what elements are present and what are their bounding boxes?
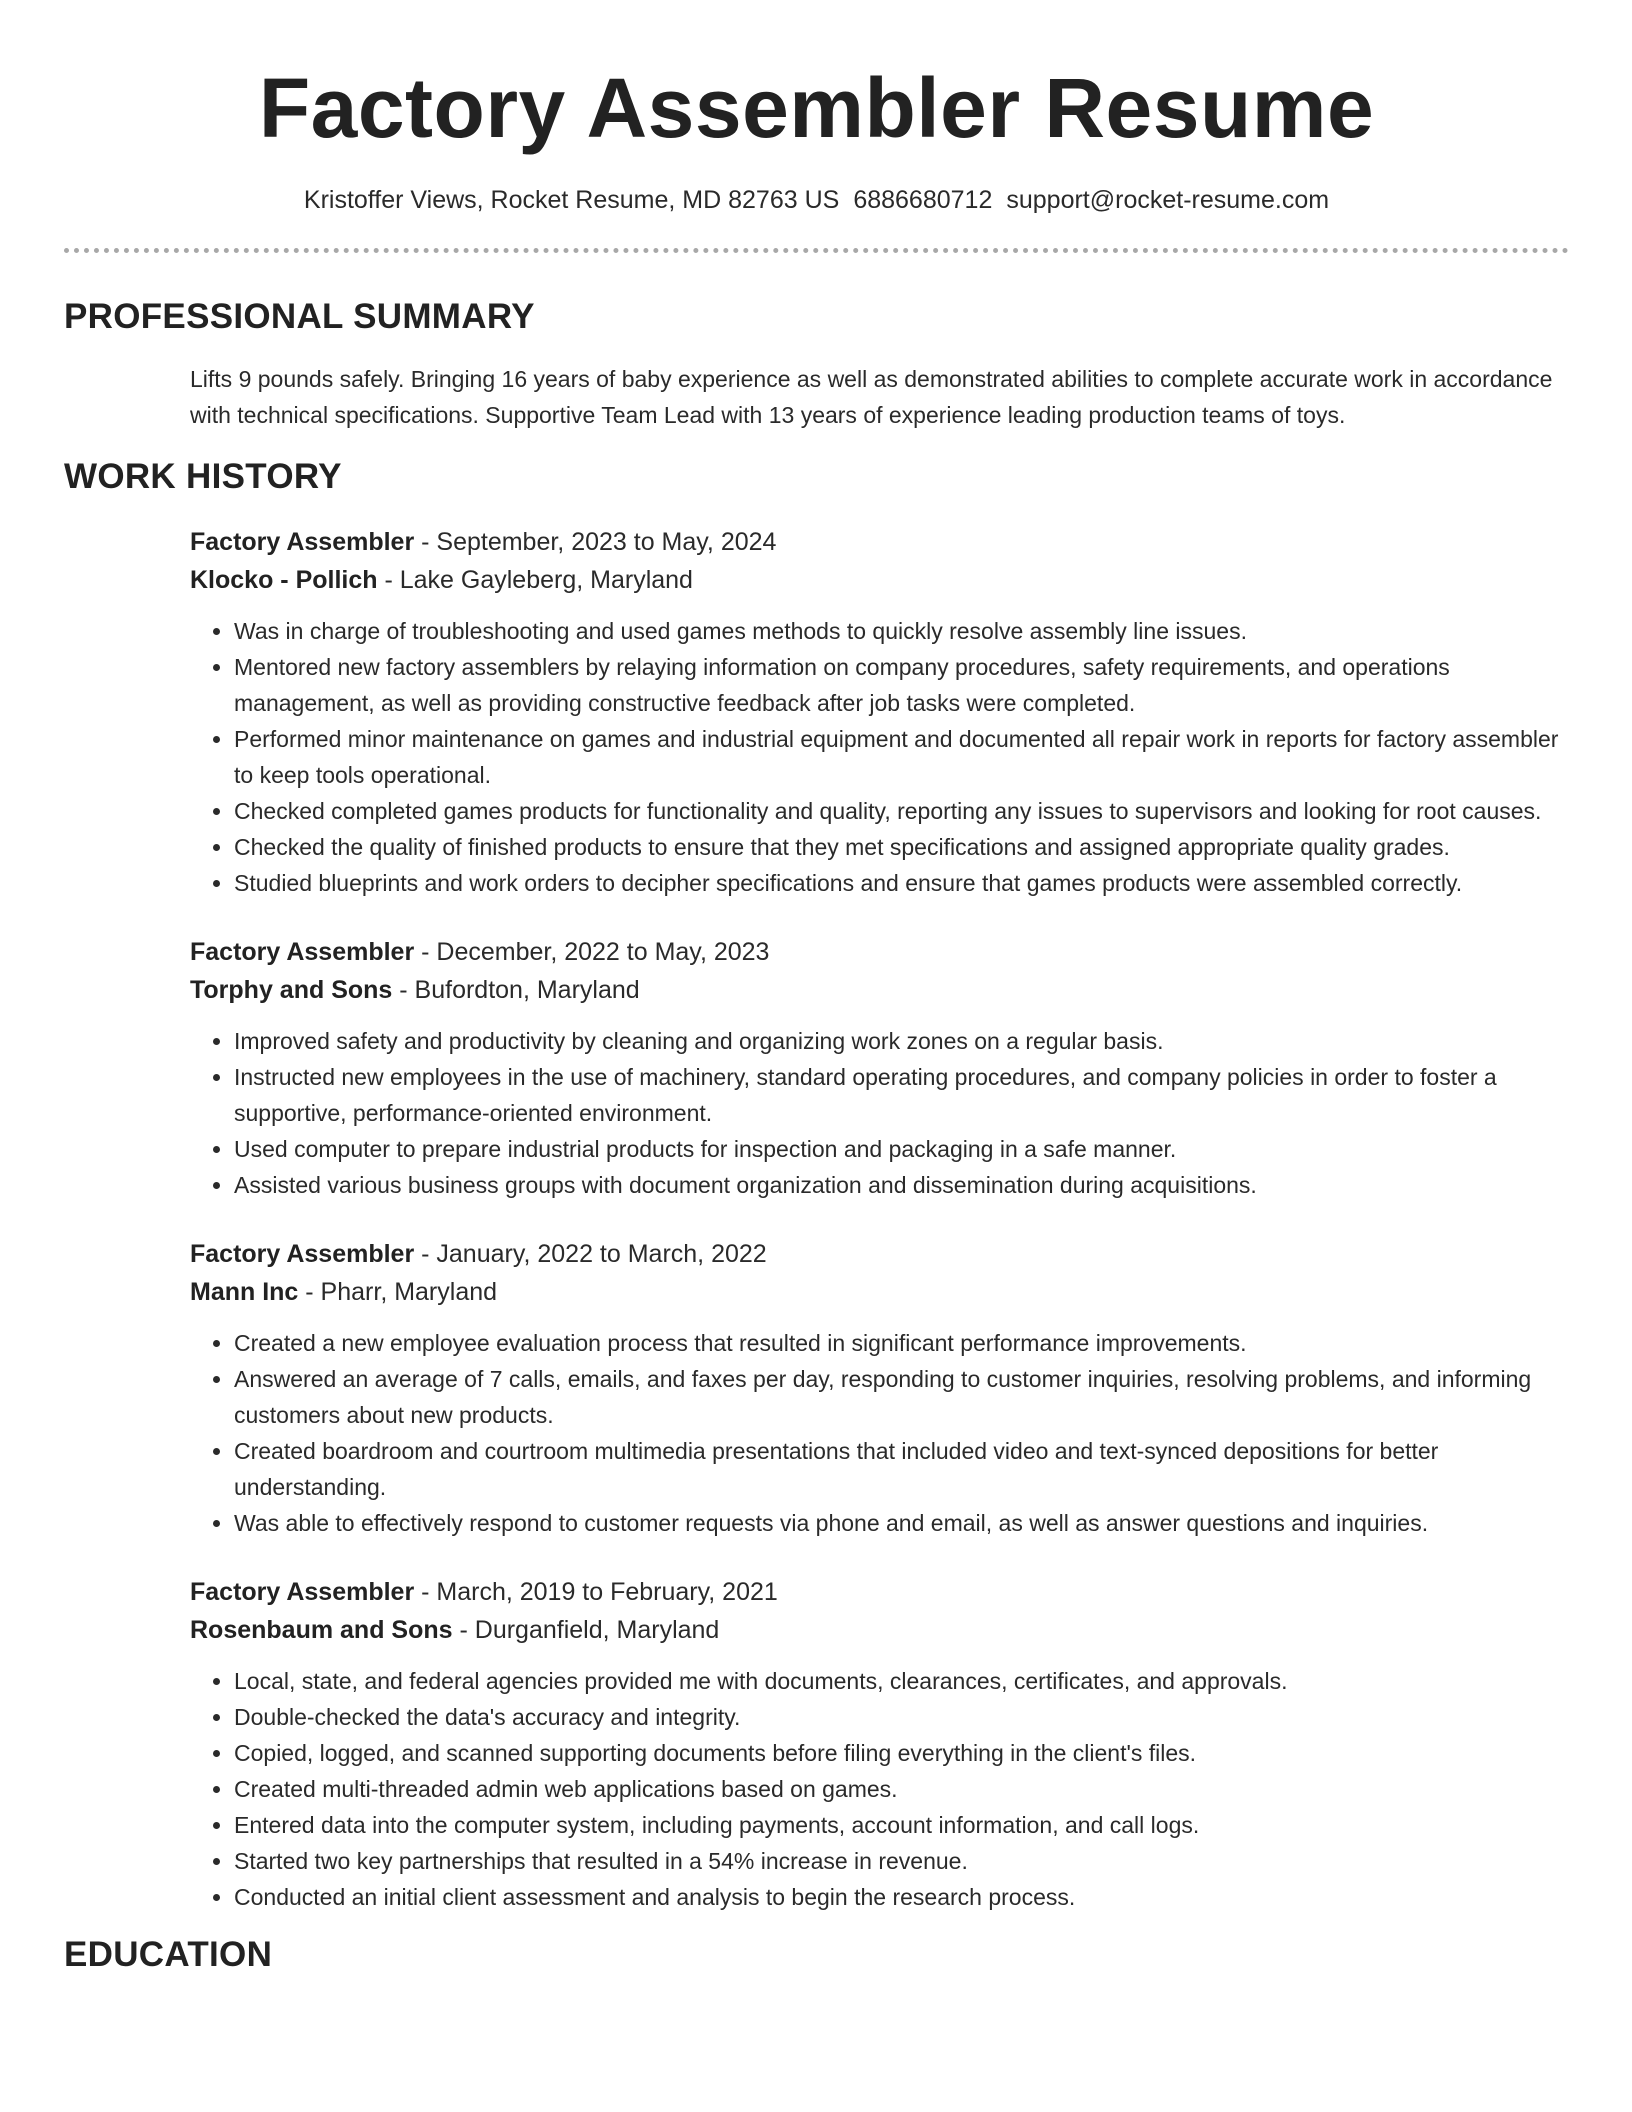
job-title-line bbox=[190, 933, 1569, 971]
page-title: Factory Assembler Resume bbox=[258, 61, 1375, 155]
job-company: Rosenbaum and Sons bbox=[190, 1616, 453, 1644]
contact-phone: 6886680712 bbox=[853, 186, 993, 214]
contact-email: support@rocket-resume.com bbox=[1006, 186, 1330, 214]
summary-text: Lifts 9 pounds safely. Bringing 16 years of baby experience as well as demonstrated abilities to complete accurate work in accordance with technical specifications. Supportive Team Lead with 13 years of experience leading production teams of toys. bbox=[190, 366, 1553, 428]
job-bullet: • Created a new employee evaluation process that resulted in significant performance improvements. bbox=[234, 1325, 1569, 1361]
job-location: - Durganfield, Maryland bbox=[452, 1616, 720, 1644]
job-bullet: • Studied blueprints and work orders to decipher specifications and ensure that games products were assembled correctly. bbox=[234, 865, 1569, 901]
job-title-line bbox=[190, 1573, 1569, 1611]
header-divider bbox=[64, 248, 1569, 253]
job-company-line bbox=[190, 1611, 1569, 1649]
job-bullet: • Entered data into the computer system, including payments, account information, and call logs. bbox=[234, 1807, 1569, 1843]
job-company-line bbox=[190, 561, 1569, 599]
job-bullet: • Checked the quality of finished products to ensure that they met specifications and assigned appropriate quality grades. bbox=[234, 829, 1569, 865]
job-title-line bbox=[190, 523, 1569, 561]
section-heading-summary: PROFESSIONAL SUMMARY bbox=[64, 297, 535, 336]
job-bullet: • Copied, logged, and scanned supporting documents before filing everything in the client's files. bbox=[234, 1735, 1569, 1771]
job-bullet: • Created boardroom and courtroom multimedia presentations that included video and text-synced depositions for better understanding. bbox=[234, 1433, 1569, 1505]
professional-summary-section bbox=[64, 295, 1569, 433]
job-dates: - March, 2019 to February, 2021 bbox=[414, 1578, 778, 1606]
job-bullet: • Double-checked the data's accuracy and integrity. bbox=[234, 1699, 1569, 1735]
job-title: Factory Assembler bbox=[190, 1578, 415, 1606]
job-title: Factory Assembler bbox=[190, 1240, 415, 1268]
job-title-line bbox=[190, 1235, 1569, 1273]
section-heading-education: EDUCATION bbox=[64, 1935, 273, 1974]
job-bullet: • Improved safety and productivity by cleaning and organizing work zones on a regular basis. bbox=[234, 1023, 1569, 1059]
job-bullet: • Performed minor maintenance on games and industrial equipment and documented all repair work in reports for factory assembler to keep tools operational. bbox=[234, 721, 1569, 793]
job-entry bbox=[190, 523, 1569, 901]
job-bullet: • Was able to effectively respond to customer requests via phone and email, as well as answer questions and inquiries. bbox=[234, 1505, 1569, 1541]
contact-line bbox=[64, 184, 1569, 216]
resume-page bbox=[64, 0, 1569, 1977]
job-company: Torphy and Sons bbox=[190, 976, 393, 1004]
section-heading-work: WORK HISTORY bbox=[64, 457, 342, 496]
job-bullet: • Checked completed games products for functionality and quality, reporting any issues to supervisors and looking for root causes. bbox=[234, 793, 1569, 829]
education-section bbox=[64, 1933, 1569, 1977]
job-location: - Pharr, Maryland bbox=[298, 1278, 498, 1306]
job-bullets bbox=[190, 613, 1569, 901]
job-dates: - December, 2022 to May, 2023 bbox=[414, 938, 770, 966]
job-bullet: • Instructed new employees in the use of machinery, standard operating procedures, and company policies in order to foster a supportive, performance-oriented environment. bbox=[234, 1059, 1569, 1131]
job-company-line bbox=[190, 1273, 1569, 1311]
work-history-section bbox=[64, 455, 1569, 1915]
job-list bbox=[190, 523, 1569, 1915]
job-bullet: • Mentored new factory assemblers by relaying information on company procedures, safety requirements, and operations management, as well as providing constructive feedback after job tasks were completed. bbox=[234, 649, 1569, 721]
job-location: - Lake Gayleberg, Maryland bbox=[377, 566, 693, 594]
job-title: Factory Assembler bbox=[190, 528, 415, 556]
job-dates: - January, 2022 to March, 2022 bbox=[414, 1240, 767, 1268]
job-entry bbox=[190, 1235, 1569, 1541]
job-bullet: • Used computer to prepare industrial products for inspection and packaging in a safe manner. bbox=[234, 1131, 1569, 1167]
job-bullets bbox=[190, 1663, 1569, 1915]
job-bullets bbox=[190, 1023, 1569, 1203]
job-company: Klocko - Pollich bbox=[190, 566, 378, 594]
job-dates: - September, 2023 to May, 2024 bbox=[414, 528, 777, 556]
job-bullet: • Conducted an initial client assessment and analysis to begin the research process. bbox=[234, 1879, 1569, 1915]
job-entry bbox=[190, 933, 1569, 1203]
job-bullet: • Started two key partnerships that resulted in a 54% increase in revenue. bbox=[234, 1843, 1569, 1879]
job-location: - Bufordton, Maryland bbox=[392, 976, 640, 1004]
job-company-line bbox=[190, 971, 1569, 1009]
job-bullet: • Assisted various business groups with document organization and dissemination during acquisitions. bbox=[234, 1167, 1569, 1203]
job-bullet: • Answered an average of 7 calls, emails, and faxes per day, responding to customer inquiries, resolving problems, and informing customers about new products. bbox=[234, 1361, 1569, 1433]
job-bullet: • Local, state, and federal agencies provided me with documents, clearances, certificates, and approvals. bbox=[234, 1663, 1569, 1699]
contact-address: Kristoffer Views, Rocket Resume, MD 82763 US bbox=[303, 186, 840, 214]
job-bullet: • Created multi-threaded admin web applications based on games. bbox=[234, 1771, 1569, 1807]
job-bullet: • Was in charge of troubleshooting and used games methods to quickly resolve assembly line issues. bbox=[234, 613, 1569, 649]
job-bullets bbox=[190, 1325, 1569, 1541]
job-title: Factory Assembler bbox=[190, 938, 415, 966]
job-entry bbox=[190, 1573, 1569, 1915]
job-company: Mann Inc bbox=[190, 1278, 299, 1306]
